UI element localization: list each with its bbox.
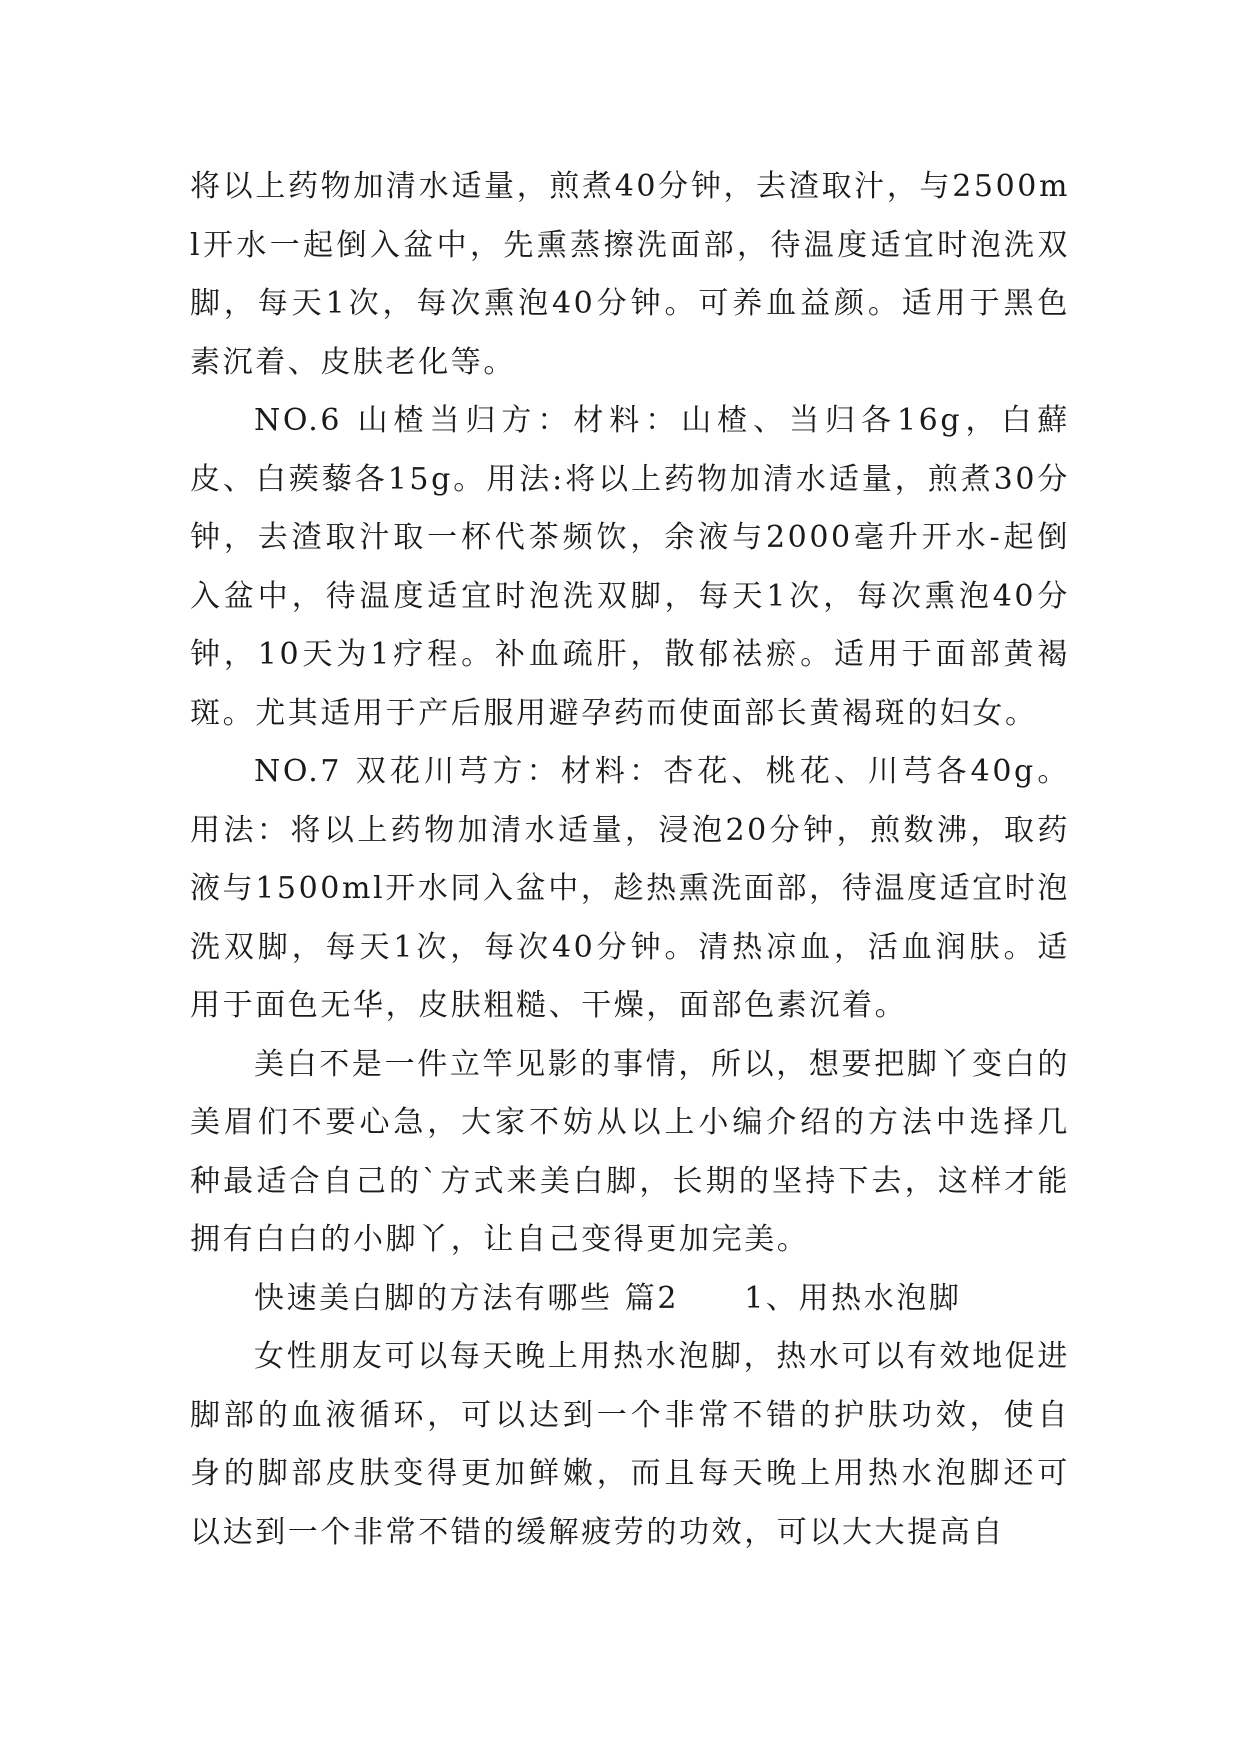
paragraph-recipe-no7: NO.7 双花川芎方：材料：杏花、桃花、川芎各40g。用法：将以上药物加清水适量，浸泡20分钟，煎数沸，取药液与1500ml开水同入盆中，趁热熏洗面部，待温度适宜时泡洗双脚，每天1次，每次40分钟。清热凉血，活血润肤。适用于面色无华，皮肤粗糙、干燥，面部色素沉着。 [190,754,1070,1023]
paragraph-summary: 美白不是一件立竿见影的事情，所以，想要把脚丫变白的美眉们不要心急，大家不妨从以上小编介绍的方法中选择几种最适合自己的`方式来美白脚，长期的坚持下去，这样才能拥有白白的小脚丫，让自己变得更加完美。 [190,1046,1070,1257]
paragraph-hot-water-soak: 女性朋友可以每天晚上用热水泡脚，热水可以有效地促进脚部的血液循环，可以达到一个非常不错的护肤功效，使自身的脚部皮肤变得更加鲜嫩，而且每天晚上用热水泡脚还可以达到一个非常不错的缓解疲劳的功效，可以大大提高自 [190,1339,1070,1550]
document-body [190,158,1070,1562]
paragraph-recipe-5-instructions: 将以上药物加清水适量，煎煮40分钟，去渣取汁，与2500ml开水一起倒入盆中，先熏蒸擦洗面部，待温度适宜时泡洗双脚，每天1次，每次熏泡40分钟。可养血益颜。适用于黑色素沉着、皮肤老化等。 [190,169,1070,380]
section-heading-article-2: 快速美白脚的方法有哪些 篇2 1、用热水泡脚 [254,1280,962,1316]
paragraph-recipe-no6: NO.6 山楂当归方：材料：山楂、当归各16g，白蘚皮、白蒺藜各15g。用法:将以上药物加清水适量，煎煮30分钟，去渣取汁取一杯代茶频饮，余液与2000毫升开水-起倒入盆中，待温度适宜时泡洗双脚，每天1次，每次熏泡40分钟，10天为1疗程。补血疏肝，散郁祛瘀。适用于面部黄褐斑。尤其适用于产后服用避孕药而使面部长黄褐斑的妇女。 [190,403,1070,731]
